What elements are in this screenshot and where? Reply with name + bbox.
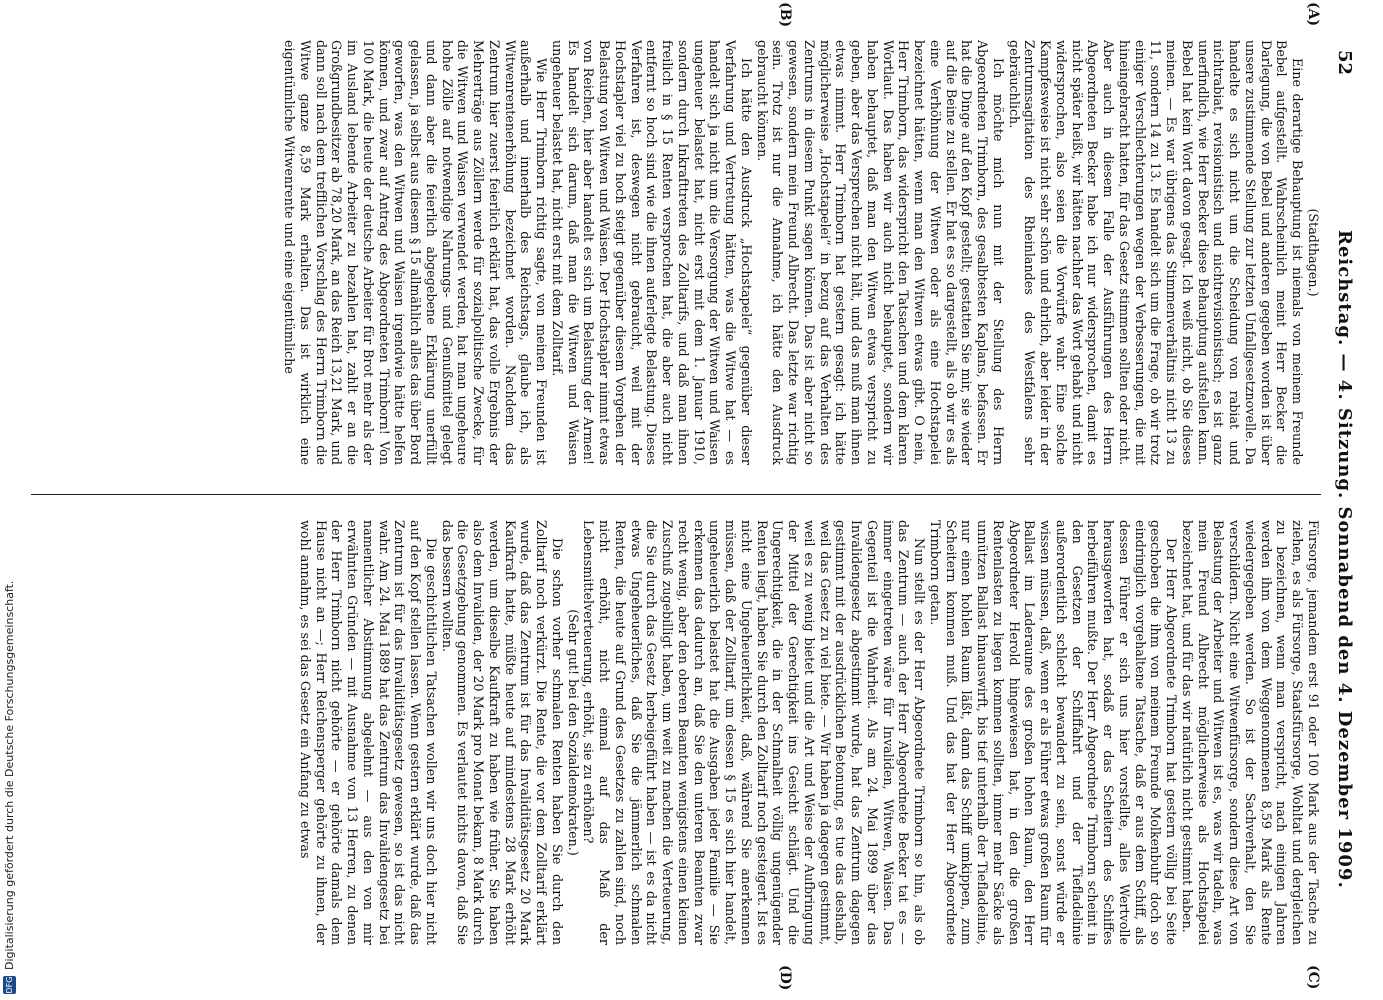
paragraph: Ich möchte mich nun mit der Stellung des Herrn Abgeordneten Trimborn, des gesalbtesten Kaplans, befassen. Er hat die Dinge auf den Kopf gestellt; gestatten Sie mir, sie wieder auf die Beine zu stellen. Er hat es so dargestellt, als ob wir es als eine Verhöhnung der Witwen oder als eine Hochstapelei bezeichnet hätten, wenn man den Witwen etwas gibt. O nein, Herr Trimborn, das widerspricht den Tatsachen und dem klaren Wortlaut. Das haben wir auch nicht behauptet, sondern wir haben behauptet, daß man den Witwen etwas verspricht zu geben, aber das Versprechen nicht hält, und das muß man ihnen etwas nimmt. Herr Trimborn hat gestern gesagt: ich hätte möglicherweise „Hochstapelei“ in bezug auf das Verhalten des Zentrums in diesem Punkt sagen können. Das ist aber nicht so gewesen, sondern mein Freund Albrecht. Das letzte war richtig sein. Trotz ist nur die Annahme, ich hätte den Ausdruck gebraucht können. — [754, 40, 1006, 465]
footer-strip — [0, 0, 20, 1000]
page-title: Reichstag. — 4. Sitzung. Sonnabend den 4. Dezember 1909. — [1334, 230, 1355, 889]
interjection: (Sehr gut! bei den Sozialdemokraten.) — [565, 609, 581, 856]
paragraph: Der Herr Abgeordnete Trimborn hat gestern völlig bei Seite geschoben die ihm von meinem Freunde Molkenbuhr doch so eindringlich vorgehaltene Tatsache, daß er aus dem Schiff, als dessen Führer er sich uns hier vorstellte, alles Wertvolle herausgeworfen hat, sodaß er das Scheitern des Schiffes herbeiführen mußte. Der Herr Abgeordnete Trimborn scheint in den Gesetzen der Schiffahrt und der Tiefladelinie außerordentlich schlecht bewandert zu sein, sonst würde er wissen müssen, daß, wenn er als Führer etwas großen Raum für Ballast im Laderaume des großen hohen Raum, den Herr Abgeordneter Herold hingewiesen hat, in den die großen Rentenlasten zu liegen kommen sollten, immer mehr Säcke als unnützen Ballast hinauswirft, bis tief unterhalb der Tiefladelinie, nur einen hohlen Raum läßt, dann das Schiff umkippen, zum Scheitern kommen muß. Und das hat der Herr Abgeordnete Trimborn getan. — [928, 520, 1180, 945]
dfg-logo: DFG — [5, 976, 14, 994]
margin-marker-b: (B) — [777, 2, 793, 28]
margin-marker-c: (C) — [1305, 965, 1321, 990]
margin-marker-d: (D) — [777, 965, 793, 991]
paragraph: Eine derartige Behauptung ist niemals von meinem Freunde Bebel aufgestellt. Wahrscheinlich meint Herr Becker die Darlegung, die von Bebel und anderen gegeben worden ist über unsere zustimmende Stellung zur letzten Unfallgesetznovelle. Da handelte es sich nicht um die Scheidung von rabiat und nichtrabiat, revisionistisch und nichtrevisionistisch; es ist ganz unerfindlich, wie Herr Becker diese Behauptung aufstellen kann. Bebel hat kein Wort davon gesagt. Ich weiß nicht, ob Sie dieses meinen. — Es war übrigens das Stimmenverhältnis nicht 13 zu 11, sondern 14 zu 13. Es handelt sich um die Frage, ob wir trotz einiger Verschlechterungen wegen der Verbesserungen, die mit hineingebracht hatten, für das Gesetz stimmen sollten oder nicht. Aber auch in diesem Falle der Ausführungen des Herrn Abgeordneten Becker habe ich nur widersprochen, damit es nicht später heißt, wir hätten nachher das Wort gehabt und nicht widersprochen, also seien die Vorwürfe wahr. Eine solche Kampfesweise ist nicht sehr schön und ehrlich, aber leider in der Zentrumsagitation des Rheinlandes des Westfalens sehr gebräuchlich. — [1006, 40, 1306, 465]
footer-text: Digitalisierung gefördert durch die Deutsche Forschungsgemeinschaft. — [3, 580, 16, 970]
paragraph: Ich hätte den Ausdruck „Hochstapelei“ gegenüber dieser Verfahrung und Vertretung hätten, was die Witwe hat — es handelt sich ja nicht um die Versorgung der Witwen und Waisen ungeheuer belastet hat, nicht erst mit dem 1. Januar 1910, sondern durch Inkrafttreten des Zolltarifs, und daß man ihnen freilich in § 15 Renten versprochen hat, die aber auch nicht entfernt so hoch sind wie die ihnen auferlegte Belastung. Dieses Verfahren ist, deswegen nicht gebraucht, weil mit der Hochstapler viel zu hoch steigt gegenüber diesem Vorgehen der Belastung von Witwen und Waisen. Der Hochstapler nimmt etwas von Reichen, hier aber handelt es sich um Belastung der Armen! Es handelt sich darum, daß man die Witwen und Waisen ungeheuer belastet hat, nicht erst mit dem Zolltarif. — [550, 40, 754, 465]
column-divider — [31, 494, 1321, 495]
paragraph: Die geschichtlichen Tatsachen wollen wir uns doch hier nicht auf den Kopf stellen lassen. Wenn gestern erklärt wurde, daß das Zentrum ist für das Invaliditätsgesetz gewesen, so ist das nicht wahr. Am 24. Mai 1889 hat das Zentrum das Invalidengesetz bei namentlicher Abstimmung abgelehnt — aus den von mir erwähnten Gründen — mit Ausnahme von 13 Herren, zu denen der Herr Trimborn nicht gehörte — er gehörte damals dem Hause nicht an —; Herr Reichensperger gehörte zu ihnen, der wohl annahm, es sei das Gesetz ein Anfang zu etwas — [298, 520, 439, 945]
right-column — [31, 520, 1321, 945]
paragraph: Wie Herr Trimborn richtig sagte, von meinen Freunden ist außerhalb und innerhalb des Reichstags, glaube ich, als Witwenrentenerhöhung bezeichnet worden. Nachdem das Zentrum hier zuerst feierlich erklärt hat, das volle Ergebnis der Mehrerträge aus Zöllern werde für sozialpolitische Zwecke, für die Witwen und Waisen verwendet werden, hat man ungeheure hohe Zölle auf notwendige Nahrungs- und Genußmittel gelegt und dann aber die feierlich abgegebene Erklärung unerfüllt gelassen, ja selbst aus diesem § 15 allmählich alles das über Bord geworfen, was den Witwen und Waisen irgendwie hätte helfen können, und zwar auf Antrag des Abgeordneten Trimborn! Von 100 Mark, die heute der deutsche Arbeiter für Brot mehr als der im Ausland lebende Arbeiter zu bezahlen hat, zahlt er an die Großgrundbesitzer ab 78,20 Mark, an das Reich 13,21 Mark, und dann soll nach dem trefflichen Vorschlag des Herrn Trimborn die Witwe ganze 8,59 Mark erhalten. Das ist wirklich eine eigentümliche Witwenrente und eine eigentümliche — [282, 40, 550, 465]
left-column — [31, 40, 1321, 465]
paragraph: Nun stellt es der Herr Abgeordnete Trimborn so hin, als ob das Zentrum — auch der Herr Abgeordnete Becker tat es — immer eingetreten wäre für Invaliden, Witwen, Waisen. Das Gegenteil ist die Wahrheit. Als am 24. Mai 1899 über das Invalidengesetz abgestimmt wurde, hat das Zentrum dagegen gestimmt mit der ausdrücklichen Betonung, es tue das deshalb, weil das Gesetz zu viel biete. — Wir haben ja dagegen gestimmt, weil es zu wenig bietet und die Art und Weise der Aufbringung der Mittel der Gerechtigkeit ins Gesicht schlägt. Und die Ungerechtigkeit, die in der Schmalheit völlig ungenügender Renten liegt, haben Sie durch den Zolltarif noch gesteigert. Ist es nicht eine Ungeheuerlichkeit, daß, während Sie anerkennen müssen, daß der Zolltarif, um dessen § 15 es sich hier handelt, ungeheuerlich belastet hat die Ausgaben jeder Familie — Sie erkennen das dadurch an, daß Sie den unteren Beamten zwar recht wenig, aber den oberen Beamten wenigstens einen kleinen Zuschuß zugebilligt haben, um weit zu machen die Verteuerung, die Sie durch das Gesetz herbeigeführt haben — ist es da nicht etwas Ungeheuerliches, daß Sie die jämmerlich schmalen Renten, die heute auf Grund des Gesetzes zu zahlen sind, noch nicht erhöht, nicht einmal auf das Maß der Lebensmittelverteuerung, erhöht, sie zu erhöhen? — [581, 520, 928, 945]
margin-marker-a: (A) — [1305, 2, 1321, 27]
page-number: 52 — [1334, 50, 1355, 76]
footer — [0, 0, 20, 1000]
paragraph: Die schon vorher schmalen Renten haben Sie durch den Zolltarif noch verkürzt. Die Rente, die vor dem Zolltarif erklärt wurde, daß das Zentrum ist für das Invaliditätsgesetz 20 Mark Kaufkraft hatte, müßte heute auf mindestens 28 Mark erhöht werden, um dieselbe Kaufkraft zu haben wie früher. Sie haben also dem Invaliden, der 20 Mark pro Monat bekam, 8 Mark durch die Gesetzgebung genommen. Es verlautet nichts davon, daß Sie das bessern wollten. — [439, 520, 565, 945]
paragraph: Fürsorge, jemandem erst 91 oder 100 Mark aus der Tasche zu ziehen, es als Fürsorge, Staatsfürsorge, Wohltat und dergleichen zu bezeichnen, wenn man verspricht, nach einigen Jahren werden ihm von dem Weggenommenen 8,59 Mark als Rente wiedergegeben werden. So ist der Sachverhalt, den Sie verschildern. Nicht eine Witwenfürsorge, sondern diese Art von Belastung der Arbeiter und Witwen ist es, was wir tadeln, was mein Freund Albrecht möglicherweise als Hochstapelei bezeichnet hat, und für das wir natürlich nicht gestimmt haben. — [1180, 520, 1321, 945]
page-header — [1323, 40, 1363, 960]
speaker-name: (Stadthagen.) — [1306, 208, 1321, 297]
